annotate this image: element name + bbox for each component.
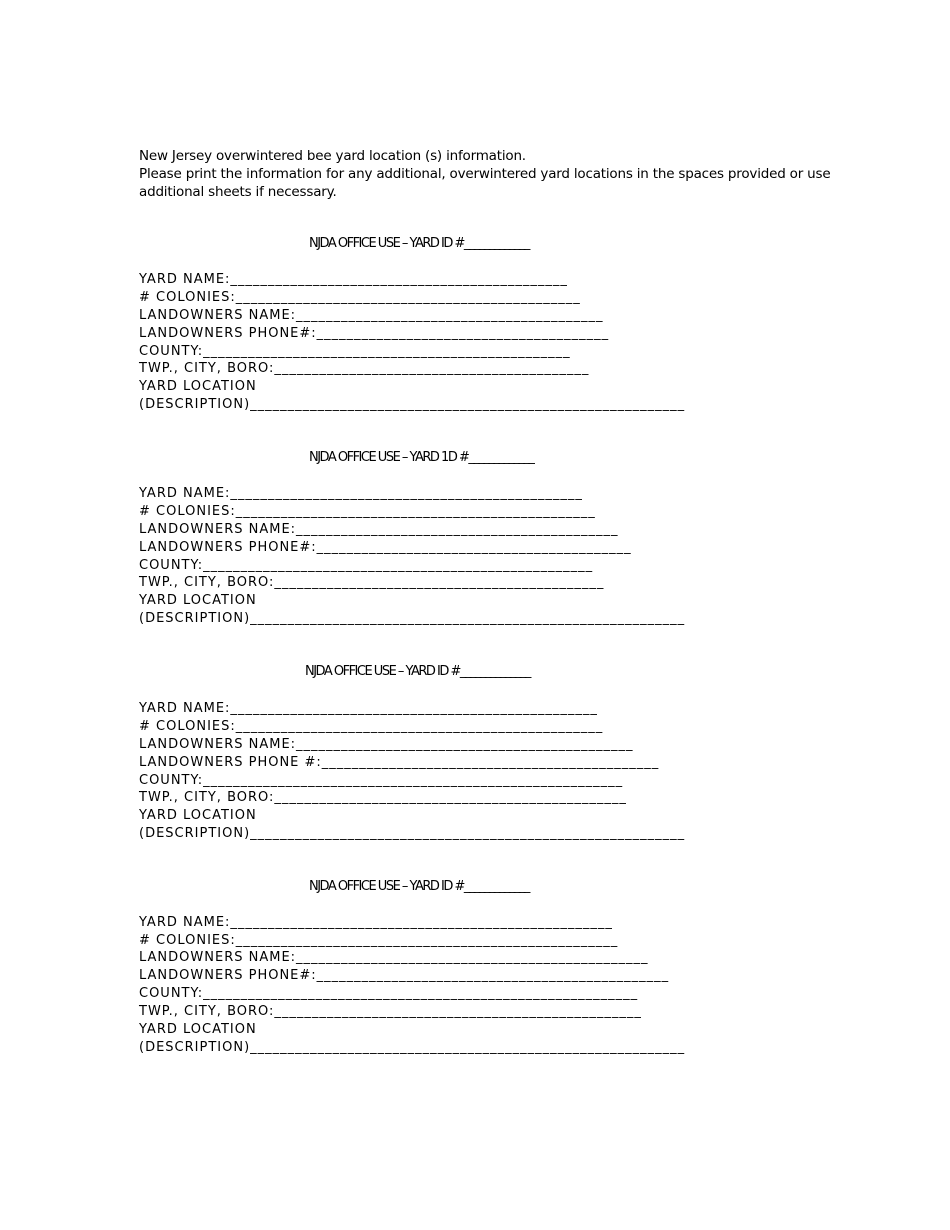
yard-location-label: YARD LOCATION (139, 379, 257, 394)
county-field[interactable]: COUNTY:_________________________________________________ (139, 344, 571, 359)
county-field[interactable]: COUNTY:________________________________________________________ (139, 773, 624, 788)
colonies-field[interactable]: # COLONIES:______________________________________________ (139, 290, 581, 305)
landowners-phone-field[interactable]: LANDOWNERS PHONE #:_____________________________________________ (139, 755, 660, 770)
landowners-name-field[interactable]: LANDOWNERS NAME:_____________________________________________ (139, 737, 634, 752)
intro-instructions-line-1: Please print the information for any additional, overwintered yard locations in the spaces provided or use (139, 166, 831, 182)
description-field[interactable]: (DESCRIPTION)__________________________________________________________ (139, 611, 686, 626)
twp-city-boro-field[interactable]: TWP., CITY, BORO:_________________________________________________ (139, 1004, 642, 1019)
twp-city-boro-field[interactable]: TWP., CITY, BORO:____________________________________________ (139, 575, 605, 590)
description-field[interactable]: (DESCRIPTION)__________________________________________________________ (139, 397, 686, 412)
description-field[interactable]: (DESCRIPTION)__________________________________________________________ (139, 826, 686, 841)
intro-text (139, 147, 831, 201)
colonies-field[interactable]: # COLONIES:_________________________________________________ (139, 719, 604, 734)
yard-location-label: YARD LOCATION (139, 808, 257, 823)
landowners-name-field[interactable]: LANDOWNERS NAME:_______________________________________________ (139, 950, 649, 965)
colonies-field[interactable]: # COLONIES:________________________________________________ (139, 504, 596, 519)
intro-title: New Jersey overwintered bee yard location (s) information. (139, 148, 526, 164)
yard-location-label: YARD LOCATION (139, 593, 257, 608)
landowners-phone-field[interactable]: LANDOWNERS PHONE#:_______________________________________ (139, 326, 610, 341)
office-use-yard-id-header: NJDA OFFICE USE – YARD 1D #_____________ (309, 450, 534, 465)
colonies-field[interactable]: # COLONIES:___________________________________________________ (139, 933, 619, 948)
landowners-name-field[interactable]: LANDOWNERS NAME:___________________________________________ (139, 522, 619, 537)
office-use-yard-id-header: NJDA OFFICE USE – YARD ID #______________ (305, 664, 530, 679)
intro-instructions-line-2: additional sheets if necessary. (139, 184, 337, 200)
yard-name-field[interactable]: YARD NAME:___________________________________________________ (139, 915, 613, 930)
office-use-yard-id-header: NJDA OFFICE USE – YARD ID #_____________ (309, 236, 529, 251)
landowners-name-field[interactable]: LANDOWNERS NAME:_________________________________________ (139, 308, 604, 323)
yard-location-label: YARD LOCATION (139, 1022, 257, 1037)
twp-city-boro-field[interactable]: TWP., CITY, BORO:_______________________________________________ (139, 790, 627, 805)
county-field[interactable]: COUNTY:__________________________________________________________ (139, 986, 639, 1001)
office-use-yard-id-header: NJDA OFFICE USE – YARD ID #_____________ (309, 879, 529, 894)
landowners-phone-field[interactable]: LANDOWNERS PHONE#:__________________________________________ (139, 540, 632, 555)
landowners-phone-field[interactable]: LANDOWNERS PHONE#:_______________________________________________ (139, 968, 670, 983)
county-field[interactable]: COUNTY:____________________________________________________ (139, 558, 594, 573)
yard-name-field[interactable]: YARD NAME:_____________________________________________ (139, 272, 568, 287)
twp-city-boro-field[interactable]: TWP., CITY, BORO:__________________________________________ (139, 361, 590, 376)
description-field[interactable]: (DESCRIPTION)__________________________________________________________ (139, 1040, 686, 1055)
yard-name-field[interactable]: YARD NAME:_________________________________________________ (139, 701, 598, 716)
yard-name-field[interactable]: YARD NAME:_______________________________________________ (139, 486, 583, 501)
